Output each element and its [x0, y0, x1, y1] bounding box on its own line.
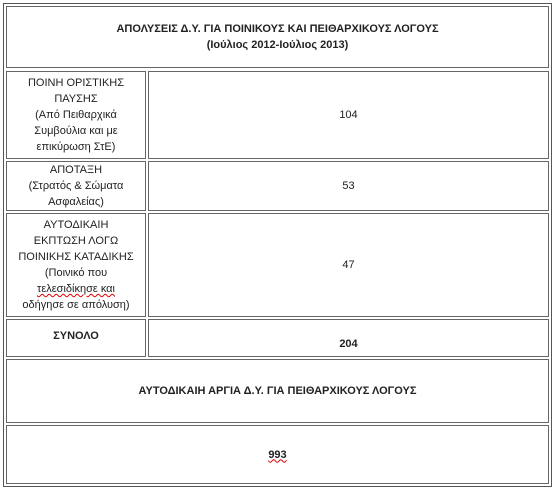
row-value-discharge: 53	[148, 161, 549, 211]
row-label-final-dismissal: ΠΟΙΝΗ ΟΡΙΣΤΙΚΗΣ ΠΑΥΣΗΣ (Από Πειθαρχικά Συμβούλια και με επικύρωση ΣτΕ)	[6, 71, 146, 159]
total-label: ΣΥΝΟΛΟ	[6, 319, 146, 357]
table-header	[6, 6, 549, 68]
row-label-discharge: ΑΠΟΤΑΞΗ (Στρατός & Σώματα Ασφαλείας)	[6, 161, 146, 211]
dismissals-table	[3, 3, 552, 487]
suspension-title: ΑΥΤΟΔΙΚΑΙΗ ΑΡΓΙΑ Δ.Υ. ΓΙΑ ΠΕΙΘΑΡΧΙΚΟΥΣ ΛΟΓΟΥΣ	[6, 359, 549, 423]
table-subtitle: (Ιούλιος 2012-Ιούλιος 2013)	[206, 39, 349, 51]
row-value-final-dismissal: 104	[148, 71, 549, 159]
table-title: ΑΠΟΛΥΣΕΙΣ Δ.Υ. ΓΙΑ ΠΟΙΝΙΚΟΥΣ ΚΑΙ ΠΕΙΘΑΡΧΙΚΟΥΣ ΛΟΓΟΥΣ	[116, 23, 439, 35]
suspension-value: 993	[6, 425, 549, 484]
row-label-criminal-conviction: ΑΥΤΟΔΙΚΑΙΗ ΕΚΠΤΩΣΗ ΛΟΓΩ ΠΟΙΝΙΚΗΣ ΚΑΤΑΔΙΚΗΣ (Ποινικό που τελεσιδίκησε και οδήγησε σε απόλυση)	[6, 213, 146, 317]
total-value: 204	[148, 319, 549, 357]
row-value-criminal-conviction: 47	[148, 213, 549, 317]
